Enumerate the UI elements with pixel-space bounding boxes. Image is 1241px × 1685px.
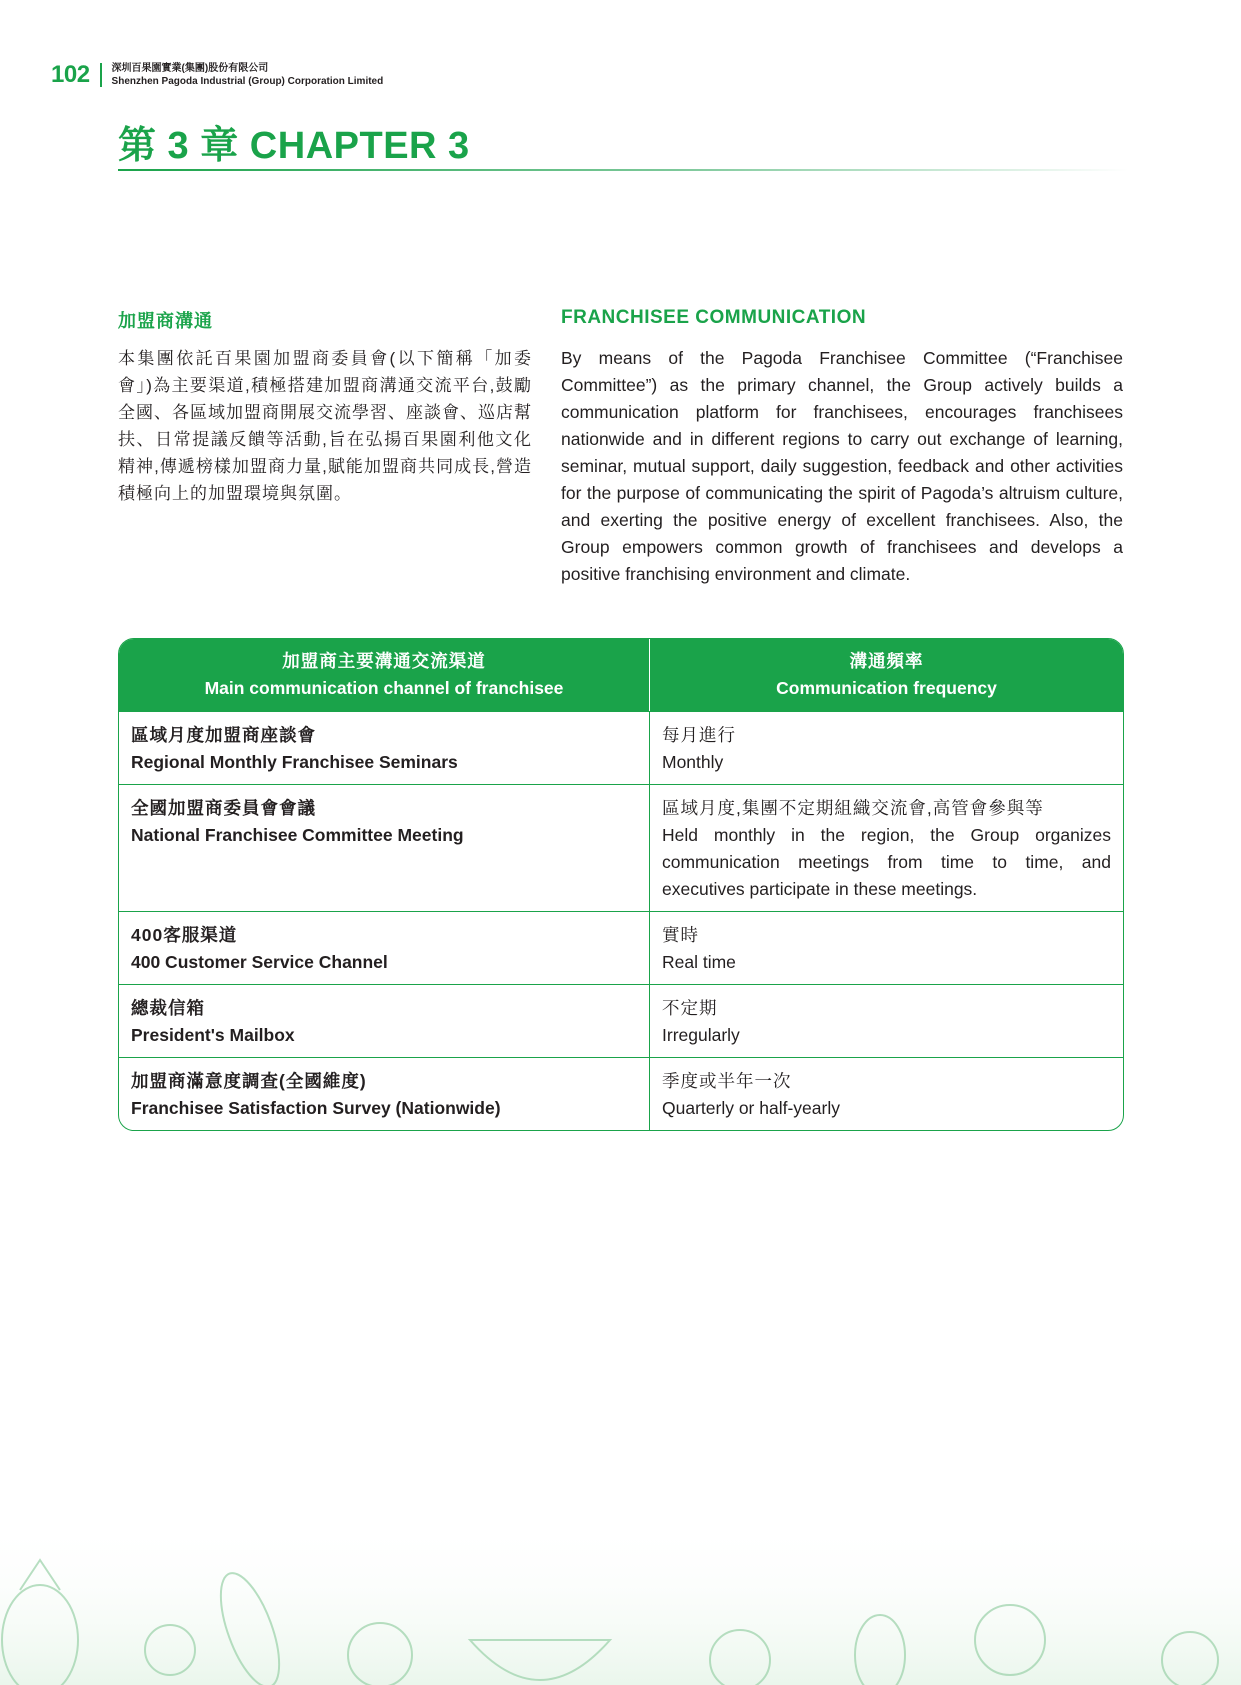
table-header-channel (119, 639, 650, 711)
frequency-zh: 每月進行 (662, 725, 736, 745)
company-name-en: Shenzhen Pagoda Industrial (Group) Corporation Limited (111, 76, 384, 87)
frequency-cell (650, 1058, 1123, 1130)
channel-cell (119, 712, 650, 784)
channel-zh: 區域月度加盟商座談會 (131, 725, 316, 745)
table-row (119, 911, 1123, 984)
header-channel-en: Main communication channel of franchisee (204, 678, 564, 698)
table-row (119, 784, 1123, 911)
chapter-title: 第 3 章 CHAPTER 3 (118, 125, 470, 167)
frequency-en: Irregularly (662, 1025, 740, 1045)
channel-zh: 400客服渠道 (131, 925, 238, 945)
table-header-frequency (650, 639, 1123, 711)
channel-zh: 總裁信箱 (131, 998, 205, 1018)
frequency-cell (650, 785, 1123, 911)
channel-cell (119, 1058, 650, 1130)
frequency-en: Monthly (662, 752, 724, 772)
frequency-cell (650, 985, 1123, 1057)
page-header (51, 58, 383, 92)
company-name-cn: 深圳百果園實業(集團)股份有限公司 (111, 63, 269, 74)
frequency-cell (650, 712, 1123, 784)
section-body-en: By means of the Pagoda Franchisee Committee (“Franchisee Committee”) as the primary channel, the Group actively builds a communication platform for franchisees, encourages franchisees nationwide and in different regions to carry out exchange of learning, seminar, mutual support, daily suggestion, feedback and other activities for the purpose of communicating the spirit of Pagoda’s altruism culture, and exerting the positive energy of excellent franchisees. Also, the Group empowers common growth of franchisees and develops a positive franchising environment and climate. (561, 348, 1123, 584)
channel-zh: 全國加盟商委員會會議 (131, 798, 316, 818)
header-divider (100, 63, 102, 87)
header-frequency-en: Communication frequency (776, 678, 997, 698)
frequency-en: Quarterly or half-yearly (662, 1098, 840, 1118)
fruit-illustration-decoration (0, 1520, 1241, 1685)
header-channel-zh: 加盟商主要溝通交流渠道 (282, 651, 486, 671)
frequency-cell (650, 912, 1123, 984)
channel-en: National Franchisee Committee Meeting (131, 825, 464, 845)
section-body-cn: 本集團依託百果園加盟商委員會(以下簡稱「加委會」)為主要渠道,積極搭建加盟商溝通交流平台,鼓勵全國、各區域加盟商開展交流學習、座談會、巡店幫扶、日常提議反饋等活動,旨在弘揚百果園利他文化精神,傳遞榜樣加盟商力量,賦能加盟商共同成長,營造積極向上的加盟環境與氛圍。 (118, 349, 532, 503)
page-number: 102 (51, 61, 90, 88)
channel-en: 400 Customer Service Channel (131, 952, 388, 972)
company-name (112, 62, 384, 88)
communication-table (118, 638, 1124, 1131)
channel-en: President's Mailbox (131, 1025, 295, 1045)
channel-en: Regional Monthly Franchisee Seminars (131, 752, 458, 772)
table-header-row (119, 639, 1123, 711)
chapter-underline (118, 169, 1128, 171)
channel-zh: 加盟商滿意度調查(全國維度) (131, 1071, 367, 1091)
section-title-cn: 加盟商溝通 (118, 311, 213, 331)
frequency-zh: 區域月度,集團不定期組織交流會,高管會參與等 (662, 798, 1044, 818)
table-row (119, 1057, 1123, 1130)
frequency-en: Held monthly in the region, the Group organizes communication meetings from time to time, and executives participate in these meetings. (662, 825, 1111, 899)
frequency-zh: 實時 (662, 925, 699, 945)
header-frequency-zh: 溝通頻率 (849, 651, 924, 671)
channel-en: Franchisee Satisfaction Survey (Nationwide) (131, 1098, 501, 1118)
section-title-en: FRANCHISEE COMMUNICATION (561, 307, 867, 328)
frequency-en: Real time (662, 952, 736, 972)
table-row (119, 711, 1123, 784)
channel-cell (119, 785, 650, 911)
channel-cell (119, 985, 650, 1057)
frequency-zh: 不定期 (662, 998, 718, 1018)
frequency-zh: 季度或半年一次 (662, 1071, 792, 1091)
channel-cell (119, 912, 650, 984)
table-row (119, 984, 1123, 1057)
